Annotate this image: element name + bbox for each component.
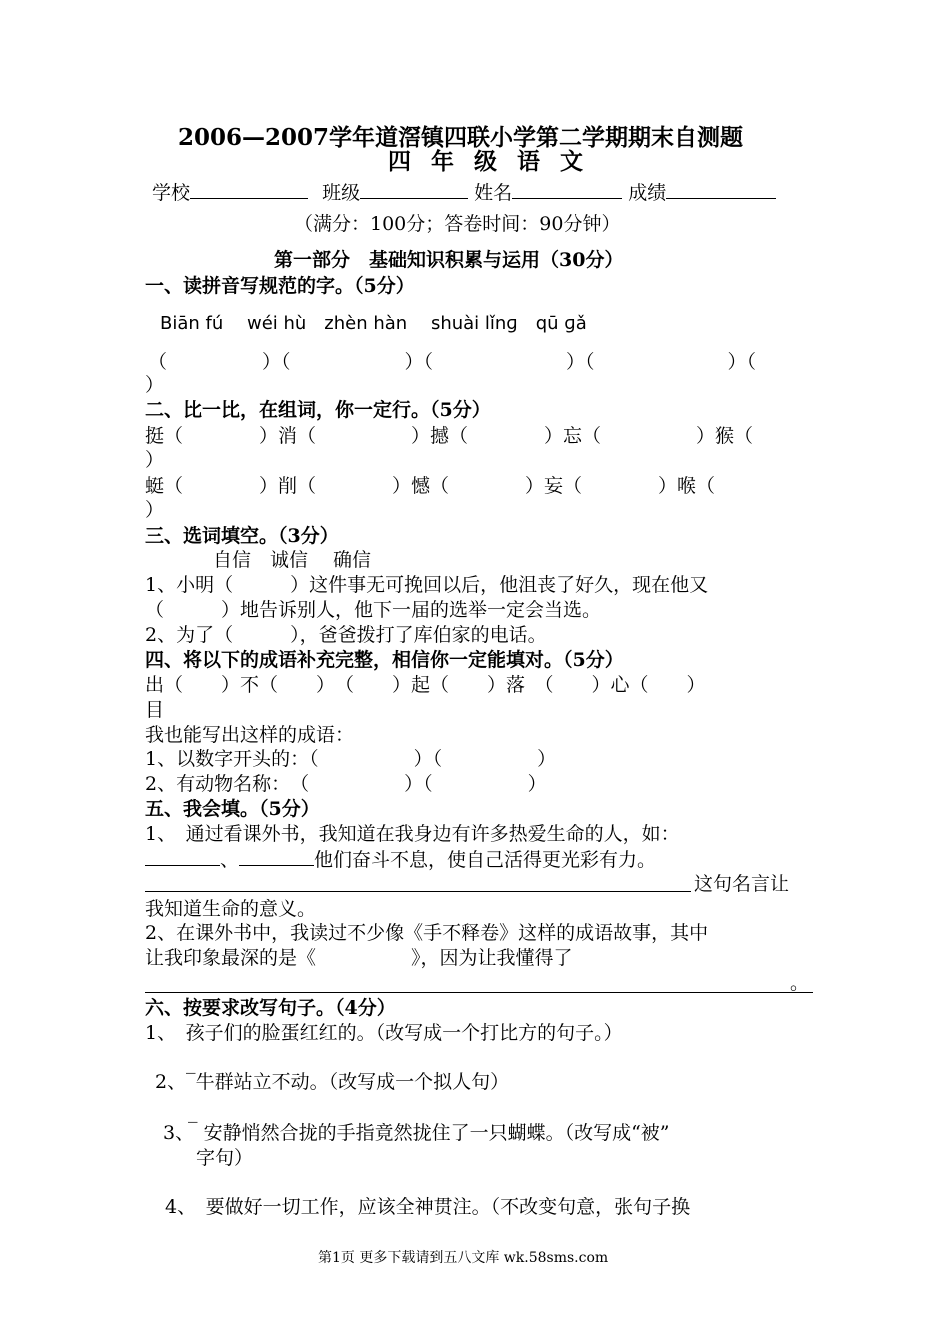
rewrite-q3-line1: 3、 安静悄然合拢的手指竟然拢住了一只蝴蝶。（改写成“被” (163, 1122, 670, 1144)
school-label: 学校 (152, 182, 191, 204)
fill-q1-line1[interactable]: 1、小明（ ）这件事无可挽回以后，他沮丧了好久，现在他又 (145, 574, 709, 596)
score-blank[interactable] (666, 180, 776, 199)
compare-row-2-wrap[interactable]: ） (145, 499, 165, 521)
compare-row-1-wrap[interactable]: ） (145, 449, 165, 471)
person-blank-1[interactable] (145, 847, 220, 866)
rewrite-q1: 1、 孩子们的脸蛋红红的。（改写成一个打比方的句子。） (145, 1022, 623, 1044)
person-blank-2[interactable] (239, 847, 314, 866)
rewrite-q4: 4、 要做好一切工作，应该全神贯注。（不改变句意，张句子换 (165, 1196, 691, 1218)
lesson-blank-line[interactable] (145, 992, 813, 993)
quote-blank-line[interactable] (145, 891, 691, 892)
section-4-heading: 四、将以下的成语补充完整，相信你一定能填对。（5分） (145, 649, 624, 671)
page-title: 2006—2007学年道滘镇四联小学第二学期期末自测题 (178, 124, 744, 151)
separator: 、 (220, 849, 240, 871)
class-blank[interactable] (360, 180, 468, 199)
name-label: 姓名 (474, 182, 513, 204)
school-blank[interactable] (190, 180, 308, 199)
idiom-blanks-wrap: 目 (145, 699, 165, 721)
class-label: 班级 (322, 182, 361, 204)
section-3-heading: 三、选词填空。（3分） (145, 525, 339, 547)
compare-row-1[interactable]: 挺（ ）消（ ）撼（ ）忘（ ）猴（ (145, 425, 754, 447)
section-1-heading: 一、读拼音写规范的字。（5分） (145, 275, 415, 297)
page-subtitle: 四 年 级 语 文 (388, 148, 590, 175)
rewrite-mark-1: _ (186, 1052, 196, 1074)
fill5-q1-line4: 我知道生命的意义。 (145, 898, 317, 920)
pinyin-line: Biān fú wéi hù zhèn hàn shuài lǐnɡ qū ɡǎ (160, 313, 587, 334)
idiom-animal-q[interactable]: 2、有动物名称： （ ）（ ） (145, 773, 547, 795)
score-label: 成绩 (628, 182, 667, 204)
fill5-q1-line3: 这句名言让 (694, 873, 790, 895)
fill5-q1-line1: 1、 通过看课外书，我知道在我身边有许多热爱生命的人，如： (145, 823, 680, 845)
fill5-q1-rest: 他们奋斗不息，使自己活得更光彩有力。 (314, 849, 657, 871)
fill5-q2-line1: 2、在课外书中，我读过不少像《手不释卷》这样的成语故事，其中 (145, 922, 709, 944)
fill5-q1-line2 (145, 847, 656, 872)
pinyin-answer-blanks-wrap[interactable]: ） (145, 374, 165, 396)
rewrite-q2: 2、 牛群站立不动。（改写成一个拟人句） (155, 1071, 510, 1093)
idiom-number-q[interactable]: 1、以数字开头的：（ ）（ ） (145, 748, 557, 770)
fill-q2[interactable]: 2、为了（ ），爸爸拨打了库伯家的电话。 (145, 624, 547, 646)
name-blank[interactable] (512, 180, 622, 199)
rewrite-q3-line2: 字句） (196, 1147, 254, 1169)
pinyin-answer-blanks[interactable]: （ ）（ ）（ ）（ ）（ (148, 351, 757, 373)
rewrite-mark-2: _ (188, 1101, 198, 1123)
info-line (152, 180, 776, 205)
word-choices: 自信 诚信 确信 (213, 549, 372, 571)
page-footer: 第1页 更多下载请到五八文库 wk.58sms.com (318, 1250, 609, 1266)
idiom-blanks[interactable]: 出（ ）不（ ） （ ）起（ ）落 （ ）心（ ） (145, 674, 706, 696)
idiom-intro: 我也能写出这样的成语： (145, 724, 355, 746)
section-6-heading: 六、按要求改写句子。（4分） (145, 997, 396, 1019)
exam-meta: （满分：100分；答卷时间：90分钟） (294, 213, 621, 235)
fill-q1-line2[interactable]: （ ）地告诉别人，他下一届的选举一定会当选。 (145, 599, 602, 621)
fill5-q2-line2[interactable]: 让我印象最深的是《 》，因为让我懂得了 (145, 947, 573, 969)
part-heading: 第一部分 基础知识积累与运用（30分） (274, 249, 624, 271)
section-5-heading: 五、我会填。（5分） (145, 798, 320, 820)
section-2-heading: 二、比一比，在组词，你一定行。（5分） (145, 399, 491, 421)
fill5-q2-period: 。 (790, 972, 810, 994)
compare-row-2[interactable]: 蜓（ ）削（ ）憾（ ）妄（ ）喉（ (145, 475, 716, 497)
